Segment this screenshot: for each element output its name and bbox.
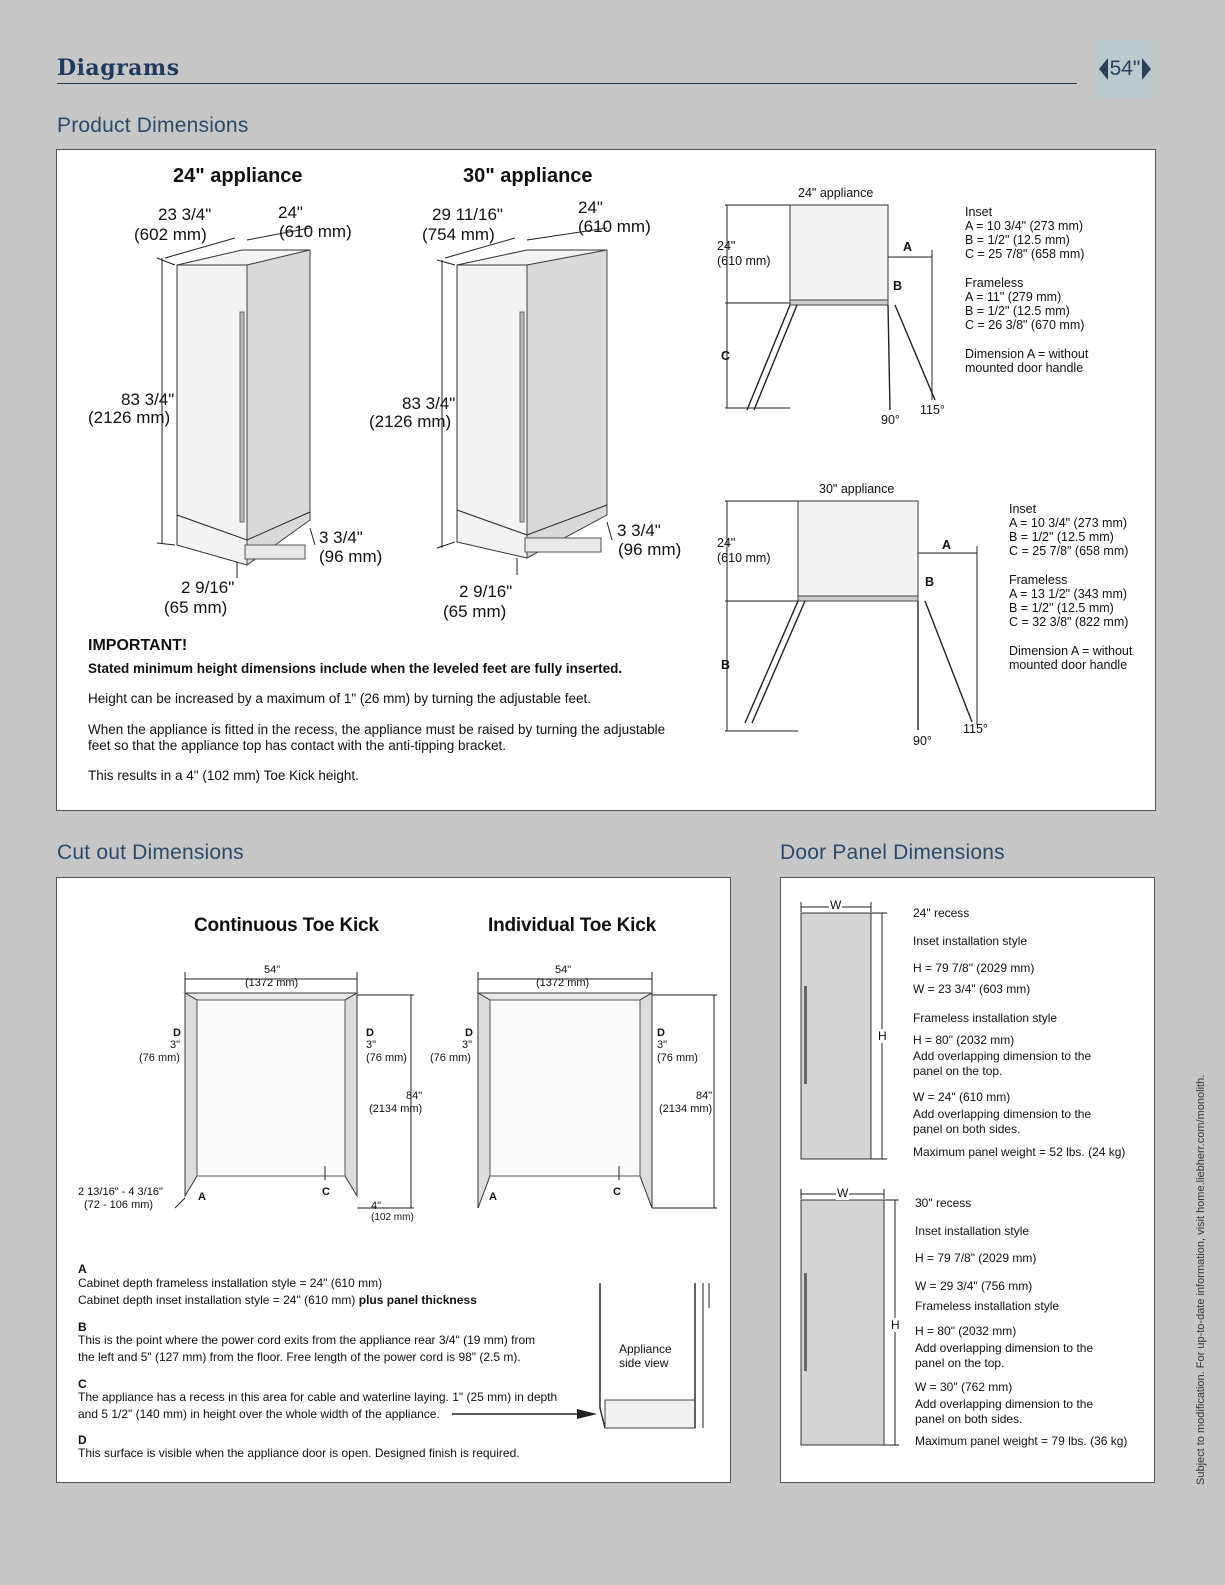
cutout-dimensions-panel	[56, 877, 731, 1483]
next-page-icon[interactable]	[1142, 58, 1151, 80]
appliance-30-depth: 29 11/16"	[432, 205, 503, 224]
door30-weight: Maximum panel weight = 79 lbs. (36 kg)	[915, 1434, 1128, 1448]
side-view-label-1: Appliance	[619, 1342, 672, 1356]
top30-depth: 24"	[717, 536, 736, 550]
side-note: Subject to modification. For up-to-date information, visit home.liebherr.com/monolith.	[1195, 1074, 1207, 1485]
individual-c: C	[613, 1186, 621, 1198]
continuous-d-right-mm: (76 mm)	[366, 1052, 407, 1064]
appliance-30-width: 24"	[578, 198, 603, 217]
top30-angle-115: 115°	[963, 722, 988, 736]
individual-a: A	[489, 1191, 497, 1203]
appliance-30-kick: 3 3/4"	[617, 521, 661, 540]
header-rule	[57, 83, 1077, 84]
door24-inset-w: W = 23 3/4" (603 mm)	[913, 982, 1031, 996]
appliance-24-foot-mm: (65 mm)	[164, 598, 228, 617]
page-badge[interactable]	[1096, 40, 1154, 98]
door30-frameless-h: H = 80" (2032 mm)	[915, 1324, 1017, 1338]
appliance-24-height-mm: (2126 mm)	[88, 408, 171, 427]
door30-inset-w: W = 29 3/4" (756 mm)	[915, 1279, 1033, 1293]
appliance-24-depth: 23 3/4"	[158, 205, 212, 224]
top24-note-2: mounted door handle	[965, 361, 1084, 375]
important-line-2: Height can be increased by a maximum of 1" (26 mm) by turning the adjustable feet.	[88, 691, 592, 706]
door30-inset-title: Inset installation style	[915, 1224, 1030, 1238]
top-view-24-drawing	[725, 205, 935, 410]
door30-overlap-top-1: Add overlapping dimension to the	[915, 1341, 1094, 1355]
door30-frameless-w: W = 30" (762 mm)	[915, 1380, 1013, 1394]
continuous-d-left: D	[173, 1027, 181, 1039]
door-panel-24-drawing	[801, 902, 887, 1159]
individual-d-left-in: 3"	[462, 1039, 473, 1051]
top24-depth-mm: (610 mm)	[717, 254, 771, 268]
top24-angle-115: 115°	[920, 403, 945, 417]
appliance-30-drawing	[437, 228, 612, 575]
section-title-product: Product Dimensions	[57, 114, 249, 137]
door24-frameless-w: W = 24" (610 mm)	[913, 1090, 1011, 1104]
appliance-30-kick-mm: (96 mm)	[618, 540, 682, 559]
note-a-line-2: Cabinet depth inset installation style = 24" (610 mm)	[78, 1293, 356, 1307]
top30-inset-title: Inset	[1009, 502, 1037, 516]
door30-inset-h: H = 79 7/8" (2029 mm)	[915, 1251, 1037, 1265]
appliance-24-drawing	[157, 228, 315, 578]
door30-frameless-title: Frameless installation style	[915, 1299, 1060, 1313]
top24-inset-b: B = 1/2" (12.5 mm)	[965, 233, 1070, 247]
top24-frameless-b: B = 1/2" (12.5 mm)	[965, 304, 1070, 318]
continuous-range: 2 13/16" - 4 3/16"	[78, 1186, 163, 1198]
appliance-24-height: 83 3/4"	[121, 390, 175, 409]
note-b-line-1: This is the point where the power cord exits from the appliance rear 3/4" (19 mm) from	[78, 1333, 536, 1347]
important-line-3a: When the appliance is fitted in the recess, the appliance must be raised by turning the adjustable	[88, 722, 666, 737]
top30-inset-a: A = 10 3/4" (273 mm)	[1009, 516, 1128, 530]
appliance-30-width-mm: (610 mm)	[578, 217, 651, 236]
individual-height-mm: (2134 mm)	[659, 1103, 713, 1115]
door30-overlap-sides-2: panel on both sides.	[915, 1412, 1023, 1426]
door24-overlap-top-2: panel on the top.	[913, 1064, 1003, 1078]
continuous-kick-mm: (102 mm)	[371, 1212, 414, 1223]
individual-d-right-mm: (76 mm)	[657, 1052, 698, 1064]
door30-recess: 30" recess	[915, 1196, 972, 1210]
continuous-d-right-in: 3"	[366, 1039, 377, 1051]
top-view-30-drawing	[725, 501, 977, 731]
important-line-4: This results in a 4" (102 mm) Toe Kick height.	[88, 768, 359, 783]
top30-frameless-b: B = 1/2" (12.5 mm)	[1009, 601, 1114, 615]
top24-letter-c: C	[721, 349, 731, 363]
note-d-title: D	[78, 1433, 87, 1447]
door24-inset-h: H = 79 7/8" (2029 mm)	[913, 961, 1035, 975]
door30-overlap-sides-1: Add overlapping dimension to the	[915, 1397, 1094, 1411]
continuous-cutout-drawing	[175, 972, 414, 1208]
door30-w-label: W	[837, 1186, 849, 1200]
door24-overlap-sides-1: Add overlapping dimension to the	[913, 1107, 1092, 1121]
door-panel-30-drawing	[801, 1189, 899, 1445]
individual-width-mm: (1372 mm)	[536, 977, 590, 989]
individual-d-right-in: 3"	[657, 1039, 668, 1051]
top24-letter-a: A	[903, 240, 913, 254]
prev-page-icon[interactable]	[1099, 58, 1108, 80]
appliance-30-foot-mm: (65 mm)	[443, 602, 507, 621]
note-c-line-2: and 5 1/2" (140 mm) in height over the whole width of the appliance.	[78, 1407, 440, 1421]
top24-inset-c: C = 25 7/8" (658 mm)	[965, 247, 1085, 261]
continuous-a: A	[198, 1191, 206, 1203]
important-line-3b: feet so that the appliance top has contact with the anti-tipping bracket.	[88, 738, 507, 753]
appliance-24-kick-mm: (96 mm)	[319, 547, 383, 566]
continuous-height: 84"	[406, 1090, 423, 1102]
top30-depth-mm: (610 mm)	[717, 551, 771, 565]
section-title-door: Door Panel Dimensions	[780, 841, 1005, 864]
note-a-line-2-bold: plus panel thickness	[358, 1293, 477, 1307]
top24-inset-a: A = 10 3/4" (273 mm)	[965, 219, 1084, 233]
appliance-30-height: 83 3/4"	[402, 394, 456, 413]
individual-d-left: D	[465, 1027, 473, 1039]
appliance-24-foot: 2 9/16"	[181, 578, 235, 597]
appliance-24-kick: 3 3/4"	[319, 528, 363, 547]
door24-inset-title: Inset installation style	[913, 934, 1028, 948]
note-b-title: B	[78, 1320, 87, 1334]
top30-letter-a: A	[942, 538, 952, 552]
continuous-d-right: D	[366, 1027, 374, 1039]
top30-inset-c: C = 25 7/8" (658 mm)	[1009, 544, 1129, 558]
continuous-width-mm: (1372 mm)	[245, 977, 299, 989]
door24-weight: Maximum panel weight = 52 lbs. (24 kg)	[913, 1145, 1126, 1159]
top30-angle-90: 90°	[913, 734, 932, 748]
continuous-height-mm: (2134 mm)	[369, 1103, 423, 1115]
individual-d-right: D	[657, 1027, 665, 1039]
top24-label: 24" appliance	[798, 186, 874, 200]
top30-frameless-c: C = 32 3/8" (822 mm)	[1009, 615, 1129, 629]
product-dimensions-panel	[56, 149, 1156, 811]
individual-title: Individual Toe Kick	[488, 915, 656, 936]
top24-frameless-title: Frameless	[965, 276, 1024, 290]
important-title: IMPORTANT!	[88, 637, 188, 654]
door24-frameless-h: H = 80" (2032 mm)	[913, 1033, 1015, 1047]
page-number: 54"	[1109, 57, 1141, 80]
top30-frameless-title: Frameless	[1009, 573, 1068, 587]
top30-note-1: Dimension A = without	[1009, 644, 1133, 658]
door24-recess: 24" recess	[913, 906, 970, 920]
appliance-24-width-mm: (610 mm)	[279, 222, 352, 241]
individual-width: 54"	[555, 964, 572, 976]
note-c-line-1: The appliance has a recess in this area for cable and waterline laying. 1" (25 mm) in depth	[78, 1390, 558, 1404]
continuous-title: Continuous Toe Kick	[194, 915, 379, 936]
continuous-c: C	[322, 1186, 330, 1198]
appliance-30-depth-mm: (754 mm)	[422, 225, 495, 244]
door24-h-label: H	[878, 1029, 887, 1043]
door24-w-label: W	[830, 898, 842, 912]
page-title: Diagrams	[57, 55, 180, 81]
individual-cutout-drawing	[478, 972, 717, 1208]
note-c-title: C	[78, 1377, 87, 1391]
door-panel-dimensions-panel	[780, 877, 1155, 1483]
door30-h-label: H	[891, 1318, 900, 1332]
top30-letter-b: B	[925, 575, 935, 589]
top24-depth: 24"	[717, 239, 736, 253]
appliance-30-height-mm: (2126 mm)	[369, 412, 452, 431]
top24-note-1: Dimension A = without	[965, 347, 1089, 361]
appliance-30-title: 30" appliance	[463, 165, 593, 187]
door24-overlap-sides-2: panel on both sides.	[913, 1122, 1021, 1136]
note-a-line-1: Cabinet depth frameless installation style = 24" (610 mm)	[78, 1276, 383, 1290]
top30-note-2: mounted door handle	[1009, 658, 1128, 672]
note-a-title: A	[78, 1262, 87, 1276]
top30-inset-b: B = 1/2" (12.5 mm)	[1009, 530, 1114, 544]
continuous-d-left-mm: (76 mm)	[139, 1052, 180, 1064]
top24-frameless-a: A = 11" (279 mm)	[965, 290, 1062, 304]
individual-height: 84"	[696, 1090, 713, 1102]
door24-frameless-title: Frameless installation style	[913, 1011, 1058, 1025]
note-b-line-2: the left and 5" (127 mm) from the floor. Free length of the power cord is 98" (2.5 m).	[78, 1350, 521, 1364]
appliance-30-foot: 2 9/16"	[459, 582, 513, 601]
top24-angle-90: 90°	[881, 413, 900, 427]
top24-inset-title: Inset	[965, 205, 993, 219]
note-d-line-1: This surface is visible when the appliance door is open. Designed finish is required.	[78, 1446, 520, 1460]
continuous-d-left-in: 3"	[170, 1039, 181, 1051]
door24-overlap-top-1: Add overlapping dimension to the	[913, 1049, 1092, 1063]
door30-overlap-top-2: panel on the top.	[915, 1356, 1005, 1370]
top24-letter-b: B	[893, 279, 903, 293]
important-line-1: Stated minimum height dimensions include when the leveled feet are fully inserted.	[88, 661, 623, 676]
continuous-range-mm: (72 - 106 mm)	[84, 1199, 154, 1211]
top30-label: 30" appliance	[819, 482, 895, 496]
continuous-width: 54"	[264, 964, 281, 976]
top24-frameless-c: C = 26 3/8" (670 mm)	[965, 318, 1085, 332]
top30-frameless-a: A = 13 1/2" (343 mm)	[1009, 587, 1128, 601]
section-title-cutout: Cut out Dimensions	[57, 841, 244, 864]
top30-letter-c: B	[721, 658, 731, 672]
appliance-24-title: 24" appliance	[173, 165, 303, 187]
individual-d-left-mm: (76 mm)	[430, 1052, 471, 1064]
appliance-24-depth-mm: (602 mm)	[134, 225, 207, 244]
side-view-label-2: side view	[619, 1356, 669, 1370]
appliance-24-width: 24"	[278, 203, 303, 222]
continuous-kick: 4"	[371, 1200, 382, 1212]
